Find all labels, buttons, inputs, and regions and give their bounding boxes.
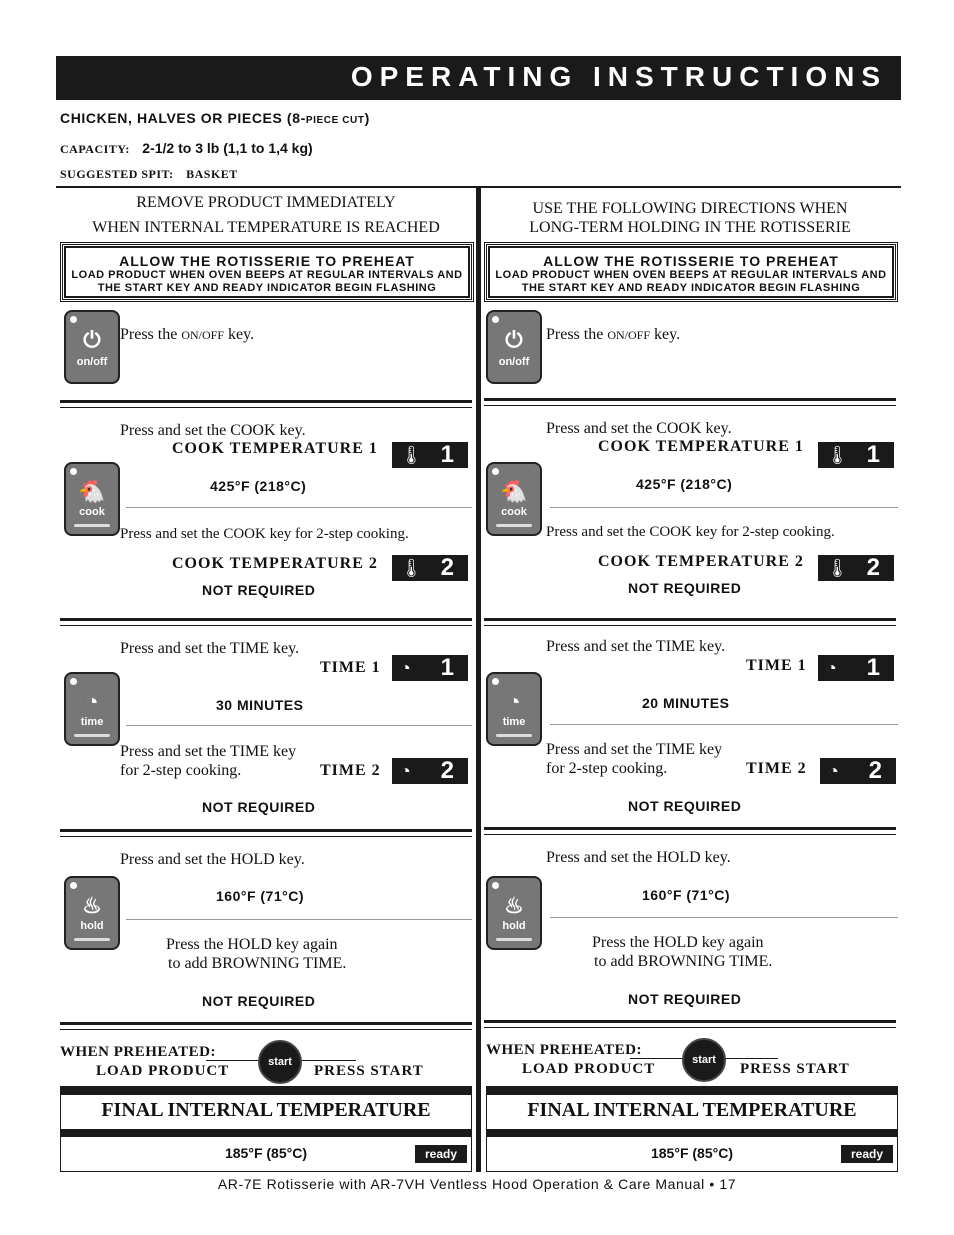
press-cook-text: Press and set the COOK key. [120,422,306,439]
cook-temp-1-label: COOK TEMPERATURE 1 [172,440,378,457]
product-title-main: CHICKEN, HALVES OR PIECES (8- [60,110,306,126]
timer-icon: ◔ [85,689,99,714]
time-key-label: time [80,716,104,728]
capacity-label: CAPACITY: [60,142,130,156]
cook-temp-1-label: COOK TEMPERATURE 1 [598,438,804,455]
press-time-2-line-2: for 2-step cooking. [546,760,668,777]
final-temp-value: 185°F (85°C) [224,1145,307,1161]
time-key[interactable] [64,672,120,746]
cook-temp-2-value: NOT REQUIRED [628,580,742,596]
thermometer-icon: 🌡 [826,445,849,465]
press-start-label: PRESS START [740,1061,850,1077]
cook-temp-2-label: COOK TEMPERATURE 2 [172,555,378,572]
onoff-key[interactable] [64,310,120,384]
time-2-value: NOT REQUIRED [628,798,742,814]
final-temp-title: FINAL INTERNAL TEMPERATURE [101,1099,431,1121]
indicator-dot [70,316,77,323]
intro-line-2: LONG-TERM HOLDING IN THE ROTISSERIE [529,219,851,236]
key-bar [74,938,110,941]
browning-value: NOT REQUIRED [202,993,316,1009]
onoff-key-label: on/off [498,356,530,368]
indicator-dot [492,468,499,475]
press-onoff-a: Press the [120,326,182,343]
hold-key-label: hold [502,920,526,932]
preheat-line-1: LOAD PRODUCT WHEN OVEN BEEPS AT REGULAR INTERVALS AND [71,269,463,281]
timer-icon: ◔ [400,658,411,678]
badge-number: 1 [440,441,454,468]
time-1-label: TIME 1 [746,657,807,674]
hold-value: 160°F (71°C) [642,887,731,903]
browning-value: NOT REQUIRED [628,991,742,1007]
hairline [550,507,898,508]
load-product-label: LOAD PRODUCT [522,1061,656,1077]
final-mid-bar [487,1129,897,1137]
spit-row [60,165,238,183]
time-1-label: TIME 1 [320,659,381,676]
cook-key[interactable] [64,462,120,536]
final-temp-title: FINAL INTERNAL TEMPERATURE [527,1099,857,1121]
section-separator [484,827,896,835]
section-separator [60,829,472,837]
section-separator [60,1022,472,1030]
chicken-icon: 🐔 [78,479,106,504]
timer-icon: ◔ [400,761,411,781]
product-title [60,110,370,126]
time-1-badge [392,655,468,681]
time-2-label: TIME 2 [320,762,381,779]
final-mid-bar [61,1129,471,1137]
cook-temp-2-badge [818,555,894,581]
time-1-value: 30 MINUTES [216,697,304,713]
hold-again-line-1: Press the HOLD key again [166,936,338,953]
power-icon: ⏻ [83,327,101,352]
press-onoff-b: key. [650,326,681,343]
time-1-value: 20 MINUTES [642,695,730,711]
page-title: OPERATING INSTRUCTIONS [350,61,887,92]
intro-line-2: WHEN INTERNAL TEMPERATURE IS REACHED [92,219,440,236]
preheat-title: ALLOW THE ROTISSERIE TO PREHEAT [119,253,415,269]
press-hold-text: Press and set the HOLD key. [120,851,305,868]
badge-number: 2 [440,757,454,784]
indicator-dot [492,316,499,323]
start-button[interactable]: start [258,1040,302,1084]
product-title-end: ) [364,110,370,126]
thermometer-icon: 🌡 [826,558,849,578]
onoff-key-label: on/off [76,356,108,368]
load-product-label: LOAD PRODUCT [96,1063,230,1079]
hairline [126,919,472,920]
press-onoff-a: Press the [546,326,608,343]
hairline [550,917,898,918]
ready-indicator: ready [841,1145,893,1163]
hold-key[interactable] [64,876,120,950]
cook-temp-1-badge [818,442,894,468]
cook-key[interactable] [486,462,542,536]
time-key-label: time [502,716,526,728]
cook-temp-1-value: 425°F (218°C) [636,476,733,492]
badge-number: 2 [866,554,880,581]
badge-number: 2 [868,757,882,784]
heat-icon: ♨ [82,893,102,918]
final-temp-value: 185°F (85°C) [650,1145,733,1161]
column-right [480,186,900,1172]
preheat-line-1: LOAD PRODUCT WHEN OVEN BEEPS AT REGULAR INTERVALS AND [495,269,887,281]
key-bar [496,524,532,527]
press-onoff-key: ON/OFF [181,328,225,342]
preheat-line-2: THE START KEY AND READY INDICATOR BEGIN FLASHING [521,282,861,294]
cook-temp-1-value: 425°F (218°C) [210,478,307,494]
hairline [126,725,472,726]
product-title-small: PIECE CUT [305,115,365,126]
preheat-box [484,242,898,302]
header-bar [56,56,901,100]
section-separator [60,618,472,626]
hairline [126,507,472,508]
cook-temp-2-label: COOK TEMPERATURE 2 [598,553,804,570]
key-bar [74,734,110,737]
chicken-icon: 🐔 [500,479,528,504]
press-time-2-line-1: Press and set the TIME key [546,741,723,758]
preheat-line-2: THE START KEY AND READY INDICATOR BEGIN FLASHING [97,282,437,294]
final-temp-box [486,1086,898,1172]
ready-indicator: ready [415,1145,467,1163]
indicator-dot [70,678,77,685]
section-separator [484,618,896,626]
thermometer-icon: 🌡 [400,558,423,578]
time-1-badge [818,655,894,681]
hairline [550,724,898,725]
press-cook-text: Press and set the COOK key. [546,420,732,437]
press-hold-text: Press and set the HOLD key. [546,849,731,866]
key-bar [496,734,532,737]
cook-temp-1-badge [392,442,468,468]
indicator-dot [492,882,499,889]
timer-icon: ◔ [507,689,521,714]
column-left [56,186,476,1172]
indicator-dot [70,468,77,475]
press-time-text: Press and set the TIME key. [120,640,300,657]
final-top-bar [487,1087,897,1095]
timer-icon: ◔ [826,658,837,678]
key-bar [74,524,110,527]
time-2-label: TIME 2 [746,760,807,777]
indicator-dot [492,678,499,685]
final-temp-box [60,1086,472,1172]
onoff-key[interactable] [486,310,542,384]
heat-icon: ♨ [504,893,524,918]
start-button[interactable]: start [682,1038,726,1082]
badge-number: 1 [866,441,880,468]
page-footer: AR-7E Rotisserie with AR-7VH Ventless Hood Operation & Care Manual • 17 [217,1176,737,1192]
press-time-2-line-1: Press and set the TIME key [120,743,297,760]
press-cook-2-text: Press and set the COOK key for 2-step cooking. [120,526,409,542]
press-time-text: Press and set the TIME key. [546,638,726,655]
time-2-badge [820,758,896,784]
when-preheated-label: WHEN PREHEATED: [486,1042,642,1058]
cook-key-label: cook [501,506,527,518]
section-separator [60,400,472,408]
hold-again-line-2: to add BROWNING TIME. [594,953,773,970]
spit-label: SUGGESTED SPIT: [60,167,174,181]
badge-number: 2 [440,554,454,581]
press-start-label: PRESS START [314,1063,424,1079]
badge-number: 1 [866,654,880,681]
final-top-bar [61,1087,471,1095]
cook-temp-2-value: NOT REQUIRED [202,582,316,598]
hold-again-line-2: to add BROWNING TIME. [168,955,347,972]
press-time-2-line-2: for 2-step cooking. [120,762,242,779]
press-cook-2-text: Press and set the COOK key for 2-step cooking. [546,524,835,540]
cook-temp-2-badge [392,555,468,581]
capacity-value: 2-1/2 to 3 lb (1,1 to 1,4 kg) [142,140,313,156]
intro-line-1: REMOVE PRODUCT IMMEDIATELY [136,194,396,211]
preheat-box [60,242,474,302]
hold-again-line-1: Press the HOLD key again [592,934,764,951]
section-separator [484,1020,896,1028]
indicator-dot [70,882,77,889]
section-separator [484,398,896,406]
timer-icon: ◔ [828,761,839,781]
hold-key[interactable] [486,876,542,950]
time-key[interactable] [486,672,542,746]
press-onoff-key: ON/OFF [607,328,651,342]
hold-value: 160°F (71°C) [216,888,305,904]
preheat-title: ALLOW THE ROTISSERIE TO PREHEAT [543,253,839,269]
thermometer-icon: 🌡 [400,445,423,465]
time-2-value: NOT REQUIRED [202,799,316,815]
press-onoff-text [546,326,680,344]
press-onoff-b: key. [224,326,255,343]
badge-number: 1 [440,654,454,681]
key-bar [496,938,532,941]
hold-key-label: hold [80,920,104,932]
when-preheated-label: WHEN PREHEATED: [60,1044,216,1060]
power-icon: ⏻ [505,327,523,352]
cook-key-label: cook [79,506,105,518]
capacity-row [60,140,313,158]
press-onoff-text [120,326,254,344]
spit-value: BASKET [186,167,238,181]
time-2-badge [392,758,468,784]
intro-line-1: USE THE FOLLOWING DIRECTIONS WHEN [532,200,848,217]
